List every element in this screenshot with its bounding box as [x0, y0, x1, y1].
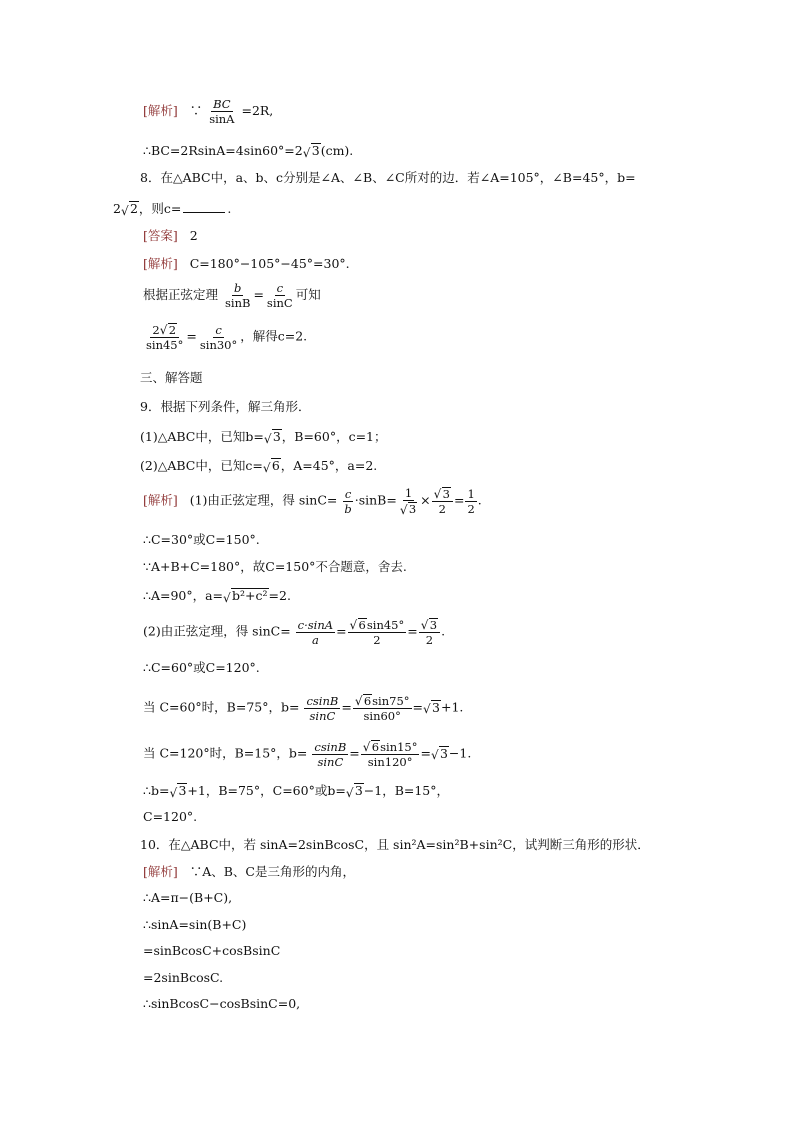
sqrt: √ 3: [170, 783, 187, 798]
section-heading: 三、解答题: [140, 370, 203, 385]
fraction: √ $\frac{6\sin 45^\circ}{2}$: [348, 618, 407, 646]
q9-line: ∵A+B+C=180°，故C=150°不合题意，舍去.: [143, 559, 407, 574]
sqrt: √ 2: [122, 201, 139, 216]
analysis-tag: [解析]: [143, 492, 178, 508]
fraction: $\frac{csinB}{\sin C}$: [306, 693, 339, 723]
q9-stem: 9．根据下列条件，解三角形．: [140, 399, 311, 414]
fraction: $\frac{csinB}{\sin C}$: [314, 739, 347, 769]
fraction: $\frac{c\cdot\sin A}{a}$: [297, 617, 334, 647]
sqrt: √ 3: [422, 618, 438, 631]
fraction: √ $\frac{6\sin 75^\circ}{\sin 60^\circ}$: [353, 694, 412, 722]
sqrt: √ 6: [351, 618, 367, 631]
q10-line: =2sinBcosC.: [143, 970, 224, 985]
q9-line: ∴b=√ 3+1，B=75°，C=60°或b=√ 3−1，B=15°，: [143, 783, 449, 798]
fraction: √ $\frac{6\sin 15^\circ}{\sin 120^\circ}$: [361, 740, 420, 768]
q9-case2: (2)△ABC中，已知c=√ 6，A=45°，a=2.: [140, 458, 377, 473]
q8-sine-law-line: 根据正弦定理 $\frac{b}{\sin B}$ = $\frac{c}{\sin C}$ 可知: [143, 281, 321, 311]
q7-analysis-line: [解析] ∵ $\frac{BC}{\sin A}$ =2R,: [143, 97, 274, 127]
q8-solve-line: $\frac{2√ 2}{\sin 45^\circ}$ = $\frac{c}{\sin 30^\circ}$ ，解得c=2.: [143, 323, 307, 351]
sqrt: √ 2: [161, 323, 177, 336]
q9-sol2-line: (2)由正弦定理，得 sinC= $\frac{c\cdot\sin A}{a}$ = √ $\frac{6\sin 45^\circ}{2}$ = √ $\frac{3}{2}$ .: [143, 618, 445, 646]
fraction: $\frac{2√ 2}{\sin 45^\circ}$: [144, 323, 185, 351]
analysis-tag: [解析]: [143, 256, 178, 271]
sqrt: √ 6: [364, 740, 380, 753]
q9-case1: (1)△ABC中，已知b=√ 3，B=60°，c=1；: [140, 429, 387, 444]
sqrt: √ 3: [304, 143, 321, 158]
q10-line: =sinBcosC+cosBsinC: [143, 943, 281, 958]
sqrt: √ b²+c²: [224, 588, 269, 603]
sqrt: √ 3: [265, 429, 282, 444]
fraction: 1 √ 3: [398, 487, 419, 515]
q10-line: ∴A=π−(B+C),: [143, 890, 233, 905]
q8-analysis-line: [解析] C=180°−105°−45°=30°.: [143, 256, 350, 271]
q9-line: ∴A=90°，a=√ b²+c²=2.: [143, 588, 291, 603]
q9-line: ∴C=60°或C=120°.: [143, 660, 260, 675]
fraction: √ $\frac{3}{2}$: [432, 487, 453, 515]
analysis-tag: [解析]: [143, 103, 178, 119]
q10-line: ∴sinA=sin(B+C): [143, 917, 247, 932]
sqrt: √ 3: [435, 487, 451, 500]
q9-line: C=120°.: [143, 809, 198, 824]
sqrt: √ 3: [347, 783, 364, 798]
q10-analysis-line: [解析] ∵A、B、C是三角形的内角，: [143, 864, 355, 879]
q10-stem: 10．在△ABC中，若 sinA=2sinBcosC，且 sin²A=sin²B+sin²C，试判断三角形的形状．: [140, 837, 650, 852]
fraction: $\frac{c}{\sin 30^\circ}$: [199, 322, 238, 352]
fraction: $\frac{c}{b}$: [344, 486, 352, 516]
q9-line: 当 C=60°时，B=75°，b= $\frac{csinB}{\sin C}$ = √ $\frac{6\sin 75^\circ}{\sin 60^\circ}$ =√ 3+1.: [143, 694, 463, 722]
sqrt: √ 6: [264, 458, 281, 473]
q9-line: 当 C=120°时，B=15°，b= $\frac{csinB}{\sin C}$ = √ $\frac{6\sin 15^\circ}{\sin 120^\circ}$ =√ 3−1.: [143, 740, 471, 768]
fraction: $\frac{c}{\sin C}$: [266, 281, 293, 311]
q8-stem: 8．在△ABC中，a、b、c分别是∠A、∠B、∠C所对的边．若∠A=105°，∠B=45°，b=: [140, 170, 636, 185]
fraction: $\frac{b}{\sin B}$: [225, 281, 251, 311]
q9-sol1-line: [解析] (1)由正弦定理，得 sinC= $\frac{c}{b}$ ·sinB= 1 √ 3 × √ $\frac{3}{2}$ = $\frac{1}{2}$ .: [143, 487, 482, 515]
q10-line: ∴sinBcosC−cosBsinC=0,: [143, 996, 301, 1011]
fraction: $\frac{1}{2}$: [467, 486, 475, 516]
analysis-tag: [解析]: [143, 864, 178, 879]
answer-tag: [答案]: [143, 228, 178, 243]
sqrt: √ 3: [432, 746, 449, 761]
sqrt: √ 6: [356, 694, 372, 707]
answer-blank: [183, 202, 225, 213]
q8-stem-cont: 2√ 2，则c= .: [113, 201, 231, 216]
q9-line: ∴C=30°或C=150°.: [143, 532, 260, 547]
q8-answer-line: [答案] 2: [143, 228, 198, 243]
sqrt: √ 3: [424, 700, 441, 715]
fraction: $\frac{BC}{\sin A}$: [209, 97, 235, 127]
fraction: √ $\frac{3}{2}$: [419, 618, 440, 646]
q7-result-line: ∴BC=2RsinA=4sin60°=2√ 3(cm).: [143, 143, 353, 158]
sqrt: √ 3: [401, 502, 417, 515]
